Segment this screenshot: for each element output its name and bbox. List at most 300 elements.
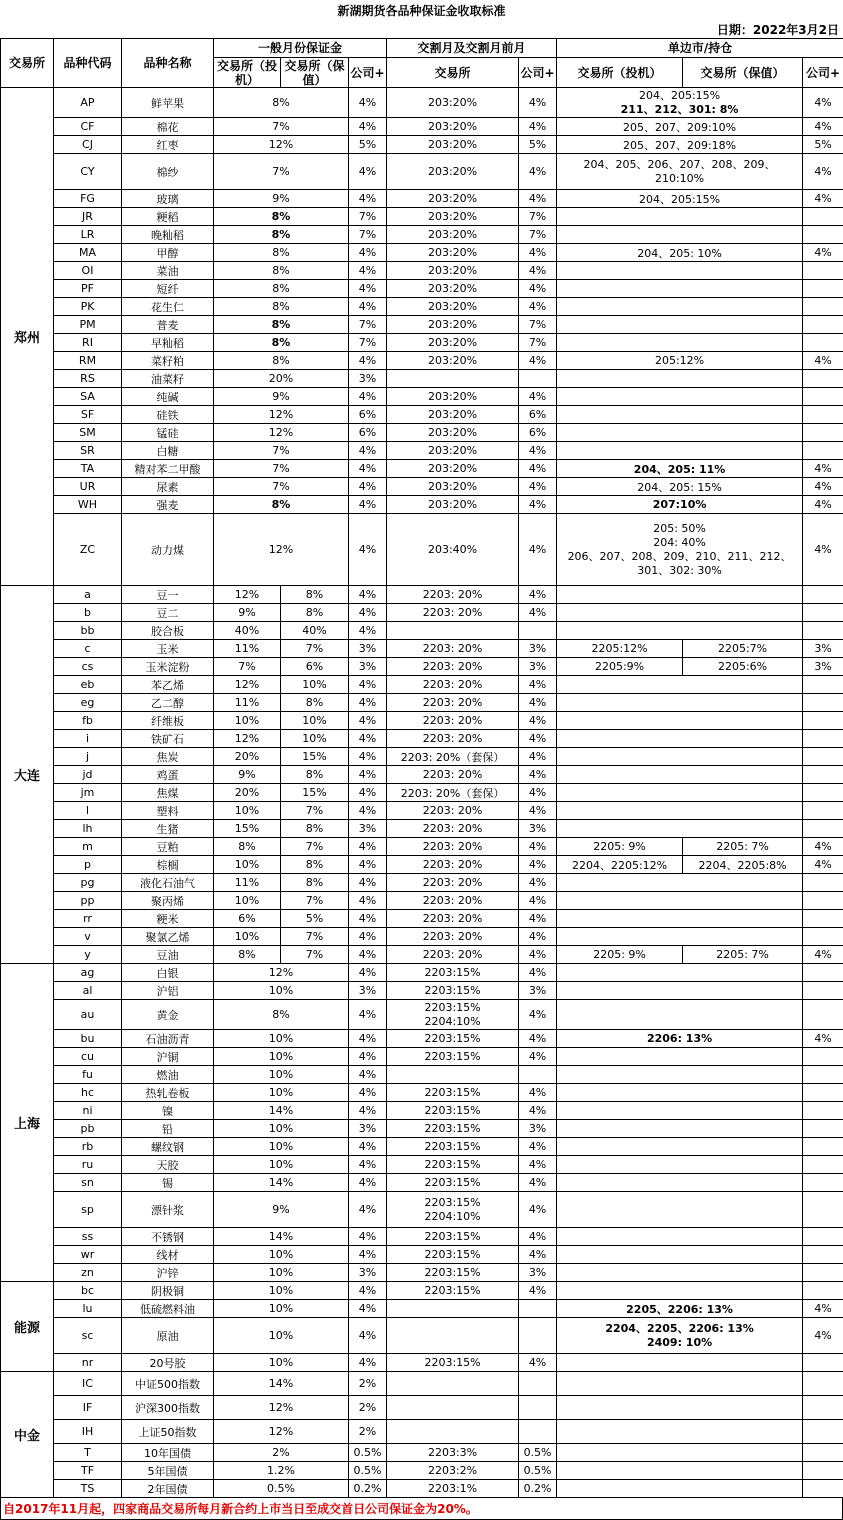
unilateral-spec-margin: 2205: 9% (557, 838, 683, 856)
general-spec-margin: 10% (214, 802, 281, 820)
general-margin: 0.5% (214, 1480, 349, 1498)
delivery-margin: 2203:15% (387, 1156, 519, 1174)
general-company-margin: 4% (349, 856, 387, 874)
table-row (1, 1156, 843, 1174)
general-margin: 12% (214, 424, 349, 442)
product-name: 玉米 (122, 640, 214, 658)
delivery-margin: 2203:15% (387, 1138, 519, 1156)
general-company-margin: 4% (349, 1048, 387, 1066)
delivery-company-margin: 4% (519, 928, 557, 946)
unilateral-margin (557, 964, 803, 982)
product-name: 动力煤 (122, 514, 214, 586)
table-row (1, 496, 843, 514)
unilateral-company-margin (803, 910, 843, 928)
unilateral-spec-margin: 2205:12% (557, 640, 683, 658)
general-company-margin: 7% (349, 226, 387, 244)
general-company-margin: 4% (349, 352, 387, 370)
unilateral-company-margin (803, 1462, 843, 1480)
delivery-company-margin: 7% (519, 334, 557, 352)
table-row (1, 88, 843, 118)
general-hedge-margin: 7% (281, 802, 349, 820)
general-margin: 10% (214, 1084, 349, 1102)
general-margin: 8% (214, 88, 349, 118)
table-row (1, 640, 843, 658)
delivery-company-margin (519, 622, 557, 640)
product-code: RI (54, 334, 122, 352)
unilateral-company-margin: 5% (803, 136, 843, 154)
unilateral-margin (557, 1138, 803, 1156)
product-code: SR (54, 442, 122, 460)
delivery-company-margin: 4% (519, 262, 557, 280)
delivery-company-margin: 4% (519, 1228, 557, 1246)
delivery-margin (387, 1318, 519, 1354)
delivery-margin: 2203:2% (387, 1462, 519, 1480)
product-name: 天胶 (122, 1156, 214, 1174)
product-name: 热轧卷板 (122, 1084, 214, 1102)
product-name: 焦煤 (122, 784, 214, 802)
table-row (1, 1174, 843, 1192)
table-row (1, 1048, 843, 1066)
table-row (1, 1228, 843, 1246)
general-company-margin: 4% (349, 1282, 387, 1300)
table-row (1, 118, 843, 136)
delivery-margin: 203:20% (387, 208, 519, 226)
table-row (1, 298, 843, 316)
general-margin: 12% (214, 514, 349, 586)
general-margin: 14% (214, 1174, 349, 1192)
general-margin: 9% (214, 388, 349, 406)
delivery-company-margin: 4% (519, 88, 557, 118)
product-name: 玉米淀粉 (122, 658, 214, 676)
product-code: al (54, 982, 122, 1000)
general-margin: 8% (214, 334, 349, 352)
general-company-margin: 3% (349, 1120, 387, 1138)
table-row (1, 586, 843, 604)
delivery-margin: 203:20% (387, 442, 519, 460)
product-code: WH (54, 496, 122, 514)
table-row (1, 1138, 843, 1156)
general-spec-margin: 12% (214, 730, 281, 748)
delivery-margin: 203:20% (387, 406, 519, 424)
general-spec-margin: 7% (214, 658, 281, 676)
delivery-margin: 2203:1% (387, 1480, 519, 1498)
general-margin: 7% (214, 118, 349, 136)
general-company-margin: 4% (349, 964, 387, 982)
unilateral-margin (557, 604, 803, 622)
delivery-margin: 2203:15% 2204:10% (387, 1192, 519, 1228)
general-margin: 10% (214, 1156, 349, 1174)
delivery-margin: 203:20% (387, 388, 519, 406)
table-row (1, 1354, 843, 1372)
unilateral-margin (557, 1462, 803, 1480)
unilateral-margin (557, 262, 803, 280)
unilateral-company-margin: 4% (803, 154, 843, 190)
general-margin: 7% (214, 478, 349, 496)
unilateral-margin (557, 316, 803, 334)
delivery-company-margin: 4% (519, 460, 557, 478)
product-name: 苯乙烯 (122, 676, 214, 694)
table-row (1, 1462, 843, 1480)
product-code: ss (54, 1228, 122, 1246)
unilateral-company-margin: 4% (803, 190, 843, 208)
table-row (1, 370, 843, 388)
table-row (1, 154, 843, 190)
product-name: 沪铜 (122, 1048, 214, 1066)
unilateral-company-margin (803, 622, 843, 640)
product-code: MA (54, 244, 122, 262)
unilateral-margin (557, 928, 803, 946)
table-row (1, 1264, 843, 1282)
general-company-margin: 3% (349, 820, 387, 838)
delivery-company-margin (519, 1318, 557, 1354)
general-company-margin: 4% (349, 1156, 387, 1174)
general-spec-margin: 10% (214, 712, 281, 730)
exchange-label: 上海 (1, 964, 54, 1282)
table-row (1, 1420, 843, 1444)
unilateral-company-margin (803, 892, 843, 910)
unilateral-company-margin (803, 748, 843, 766)
table-row (1, 1000, 843, 1030)
delivery-company-margin: 4% (519, 676, 557, 694)
general-margin: 14% (214, 1228, 349, 1246)
general-margin: 8% (214, 208, 349, 226)
product-code: a (54, 586, 122, 604)
delivery-margin: 2203: 20% (387, 640, 519, 658)
product-name: 纤维板 (122, 712, 214, 730)
general-margin: 12% (214, 136, 349, 154)
general-spec-margin: 12% (214, 586, 281, 604)
unilateral-hedge-margin: 2205:7% (683, 640, 803, 658)
unilateral-margin (557, 982, 803, 1000)
delivery-margin: 2203: 20% (387, 874, 519, 892)
header-exchange: 交易所 (1, 39, 54, 88)
table-row (1, 1300, 843, 1318)
general-hedge-margin: 7% (281, 892, 349, 910)
unilateral-hedge-margin: 2205: 7% (683, 838, 803, 856)
unilateral-margin (557, 424, 803, 442)
general-company-margin: 4% (349, 802, 387, 820)
delivery-company-margin: 3% (519, 1120, 557, 1138)
general-company-margin: 4% (349, 784, 387, 802)
general-company-margin: 6% (349, 424, 387, 442)
table-row (1, 406, 843, 424)
general-margin: 8% (214, 244, 349, 262)
product-code: eb (54, 676, 122, 694)
product-name: 粳稻 (122, 208, 214, 226)
product-code: OI (54, 262, 122, 280)
table-row (1, 280, 843, 298)
general-company-margin: 3% (349, 658, 387, 676)
general-margin: 10% (214, 1300, 349, 1318)
unilateral-hedge-margin: 2205: 7% (683, 946, 803, 964)
general-company-margin: 2% (349, 1420, 387, 1444)
header-name: 品种名称 (122, 39, 214, 88)
delivery-company-margin: 3% (519, 640, 557, 658)
general-hedge-margin: 8% (281, 874, 349, 892)
delivery-company-margin: 7% (519, 316, 557, 334)
product-name: 液化石油气 (122, 874, 214, 892)
unilateral-company-margin (803, 676, 843, 694)
table-row (1, 316, 843, 334)
unilateral-margin (557, 406, 803, 424)
unilateral-margin (557, 676, 803, 694)
page-title: 新湖期货各品种保证金收取标准 (337, 4, 506, 18)
general-margin: 10% (214, 1354, 349, 1372)
general-spec-margin: 11% (214, 694, 281, 712)
general-spec-margin: 12% (214, 676, 281, 694)
product-name: 不锈钢 (122, 1228, 214, 1246)
general-company-margin: 4% (349, 442, 387, 460)
general-company-margin: 4% (349, 280, 387, 298)
delivery-company-margin: 4% (519, 1246, 557, 1264)
unilateral-margin (557, 226, 803, 244)
general-spec-margin: 10% (214, 928, 281, 946)
table-row (1, 982, 843, 1000)
general-company-margin: 4% (349, 748, 387, 766)
unilateral-company-margin (803, 730, 843, 748)
margin-table (0, 38, 843, 1498)
unilateral-company-margin (803, 712, 843, 730)
delivery-margin: 2203:3% (387, 1444, 519, 1462)
delivery-company-margin: 4% (519, 730, 557, 748)
product-name: 石油沥青 (122, 1030, 214, 1048)
product-code: sn (54, 1174, 122, 1192)
general-margin: 1.2% (214, 1462, 349, 1480)
general-margin: 20% (214, 370, 349, 388)
product-name: 硅铁 (122, 406, 214, 424)
delivery-company-margin: 3% (519, 1264, 557, 1282)
delivery-company-margin: 4% (519, 1174, 557, 1192)
unilateral-company-margin (803, 262, 843, 280)
delivery-margin (387, 1396, 519, 1420)
general-spec-margin: 10% (214, 856, 281, 874)
unilateral-company-margin (803, 1444, 843, 1462)
unilateral-margin (557, 1396, 803, 1420)
unilateral-margin (557, 1246, 803, 1264)
general-company-margin: 4% (349, 928, 387, 946)
unilateral-company-margin (803, 1156, 843, 1174)
delivery-margin: 2203: 20% (387, 910, 519, 928)
product-code: pg (54, 874, 122, 892)
product-code: sc (54, 1318, 122, 1354)
delivery-margin: 2203:15% (387, 1354, 519, 1372)
general-hedge-margin: 5% (281, 910, 349, 928)
table-row (1, 442, 843, 460)
table-row (1, 1246, 843, 1264)
general-company-margin: 4% (349, 1138, 387, 1156)
delivery-company-margin: 4% (519, 910, 557, 928)
unilateral-company-margin (803, 316, 843, 334)
product-name: 豆油 (122, 946, 214, 964)
general-company-margin: 4% (349, 910, 387, 928)
table-row (1, 1318, 843, 1354)
general-margin: 8% (214, 280, 349, 298)
unilateral-company-margin (803, 766, 843, 784)
product-name: 油菜籽 (122, 370, 214, 388)
unilateral-margin (557, 298, 803, 316)
delivery-company-margin (519, 1372, 557, 1396)
table-row (1, 244, 843, 262)
product-code: RM (54, 352, 122, 370)
product-code: PM (54, 316, 122, 334)
unilateral-margin: 2205、2206: 13% (557, 1300, 803, 1318)
unilateral-company-margin (803, 370, 843, 388)
unilateral-spec-margin: 2204、2205:12% (557, 856, 683, 874)
general-spec-margin: 15% (214, 820, 281, 838)
product-name: 强麦 (122, 496, 214, 514)
product-code: m (54, 838, 122, 856)
exchange-label: 中金 (1, 1372, 54, 1498)
product-name: 白糖 (122, 442, 214, 460)
unilateral-company-margin (803, 1354, 843, 1372)
footnote: 自2017年11月起，四家商品交易所每月新合约上市当日至成交首日公司保证金为20%。 (0, 1498, 843, 1520)
table-row (1, 1084, 843, 1102)
product-code: lh (54, 820, 122, 838)
delivery-margin: 203:20% (387, 496, 519, 514)
general-spec-margin: 11% (214, 874, 281, 892)
product-code: IH (54, 1420, 122, 1444)
product-name: 低硫燃料油 (122, 1300, 214, 1318)
unilateral-company-margin (803, 1084, 843, 1102)
product-name: 早籼稻 (122, 334, 214, 352)
general-hedge-margin: 10% (281, 730, 349, 748)
delivery-company-margin: 4% (519, 748, 557, 766)
product-code: c (54, 640, 122, 658)
product-name: 乙二醇 (122, 694, 214, 712)
unilateral-spec-margin: 2205: 9% (557, 946, 683, 964)
table-row (1, 460, 843, 478)
product-name: 聚氯乙烯 (122, 928, 214, 946)
product-code: p (54, 856, 122, 874)
general-margin: 7% (214, 442, 349, 460)
table-row (1, 658, 843, 676)
general-margin: 10% (214, 1264, 349, 1282)
unilateral-company-margin (803, 1282, 843, 1300)
general-spec-margin: 11% (214, 640, 281, 658)
header-code: 品种代码 (54, 39, 122, 88)
delivery-company-margin: 3% (519, 820, 557, 838)
unilateral-margin (557, 1066, 803, 1084)
general-margin: 12% (214, 964, 349, 982)
delivery-company-margin (519, 1420, 557, 1444)
unilateral-margin (557, 334, 803, 352)
product-code: SM (54, 424, 122, 442)
delivery-company-margin (519, 1066, 557, 1084)
general-hedge-margin: 8% (281, 694, 349, 712)
general-margin: 8% (214, 496, 349, 514)
general-spec-margin: 20% (214, 748, 281, 766)
general-company-margin: 4% (349, 496, 387, 514)
product-code: ag (54, 964, 122, 982)
unilateral-company-margin (803, 424, 843, 442)
general-hedge-margin: 8% (281, 604, 349, 622)
general-company-margin: 4% (349, 766, 387, 784)
unilateral-company-margin (803, 982, 843, 1000)
product-name: 铅 (122, 1120, 214, 1138)
general-company-margin: 4% (349, 946, 387, 964)
general-company-margin: 2% (349, 1396, 387, 1420)
product-name: 沪深300指数 (122, 1396, 214, 1420)
unilateral-company-margin: 4% (803, 856, 843, 874)
unilateral-company-margin: 4% (803, 946, 843, 964)
general-company-margin: 4% (349, 460, 387, 478)
table-row (1, 1396, 843, 1420)
unilateral-company-margin (803, 1396, 843, 1420)
product-code: pp (54, 892, 122, 910)
general-company-margin: 4% (349, 1300, 387, 1318)
delivery-margin: 2203: 20% (387, 838, 519, 856)
product-code: ni (54, 1102, 122, 1120)
product-name: 聚丙烯 (122, 892, 214, 910)
table-row (1, 838, 843, 856)
table-row (1, 892, 843, 910)
unilateral-margin: 205: 50% 204: 40% 206、207、208、209、210、211、212、 301、302: 30% (557, 514, 803, 586)
unilateral-margin (557, 1156, 803, 1174)
general-company-margin: 7% (349, 334, 387, 352)
unilateral-company-margin (803, 388, 843, 406)
table-header (1, 39, 843, 88)
unilateral-margin: 2206: 13% (557, 1030, 803, 1048)
delivery-company-margin: 4% (519, 352, 557, 370)
product-code: T (54, 1444, 122, 1462)
product-code: IC (54, 1372, 122, 1396)
table-row (1, 226, 843, 244)
general-company-margin: 4% (349, 388, 387, 406)
unilateral-company-margin (803, 604, 843, 622)
unilateral-company-margin: 4% (803, 514, 843, 586)
general-company-margin: 4% (349, 1174, 387, 1192)
general-company-margin: 5% (349, 136, 387, 154)
unilateral-margin (557, 1102, 803, 1120)
product-code: nr (54, 1354, 122, 1372)
table-row (1, 730, 843, 748)
product-name: 白银 (122, 964, 214, 982)
general-company-margin: 4% (349, 154, 387, 190)
delivery-company-margin: 5% (519, 136, 557, 154)
delivery-company-margin: 4% (519, 1030, 557, 1048)
table-row (1, 1192, 843, 1228)
table-row (1, 928, 843, 946)
unilateral-margin (557, 442, 803, 460)
general-company-margin: 4% (349, 1246, 387, 1264)
unilateral-company-margin: 4% (803, 1300, 843, 1318)
table-row (1, 514, 843, 586)
unilateral-margin (557, 388, 803, 406)
delivery-company-margin: 4% (519, 1354, 557, 1372)
general-hedge-margin: 7% (281, 928, 349, 946)
unilateral-margin: 204、205:15% 211、212、301: 8% (557, 88, 803, 118)
table-row (1, 190, 843, 208)
general-hedge-margin: 10% (281, 676, 349, 694)
product-code: TA (54, 460, 122, 478)
unilateral-company-margin (803, 1420, 843, 1444)
unilateral-company-margin: 3% (803, 640, 843, 658)
general-hedge-margin: 15% (281, 748, 349, 766)
general-company-margin: 4% (349, 1084, 387, 1102)
table-row (1, 748, 843, 766)
general-spec-margin: 40% (214, 622, 281, 640)
general-company-margin: 4% (349, 190, 387, 208)
product-code: au (54, 1000, 122, 1030)
general-margin: 8% (214, 262, 349, 280)
unilateral-company-margin (803, 820, 843, 838)
unilateral-company-margin: 4% (803, 1318, 843, 1354)
general-company-margin: 7% (349, 208, 387, 226)
unilateral-company-margin (803, 1000, 843, 1030)
unilateral-company-margin: 4% (803, 478, 843, 496)
delivery-margin: 203:20% (387, 136, 519, 154)
unilateral-margin (557, 1000, 803, 1030)
